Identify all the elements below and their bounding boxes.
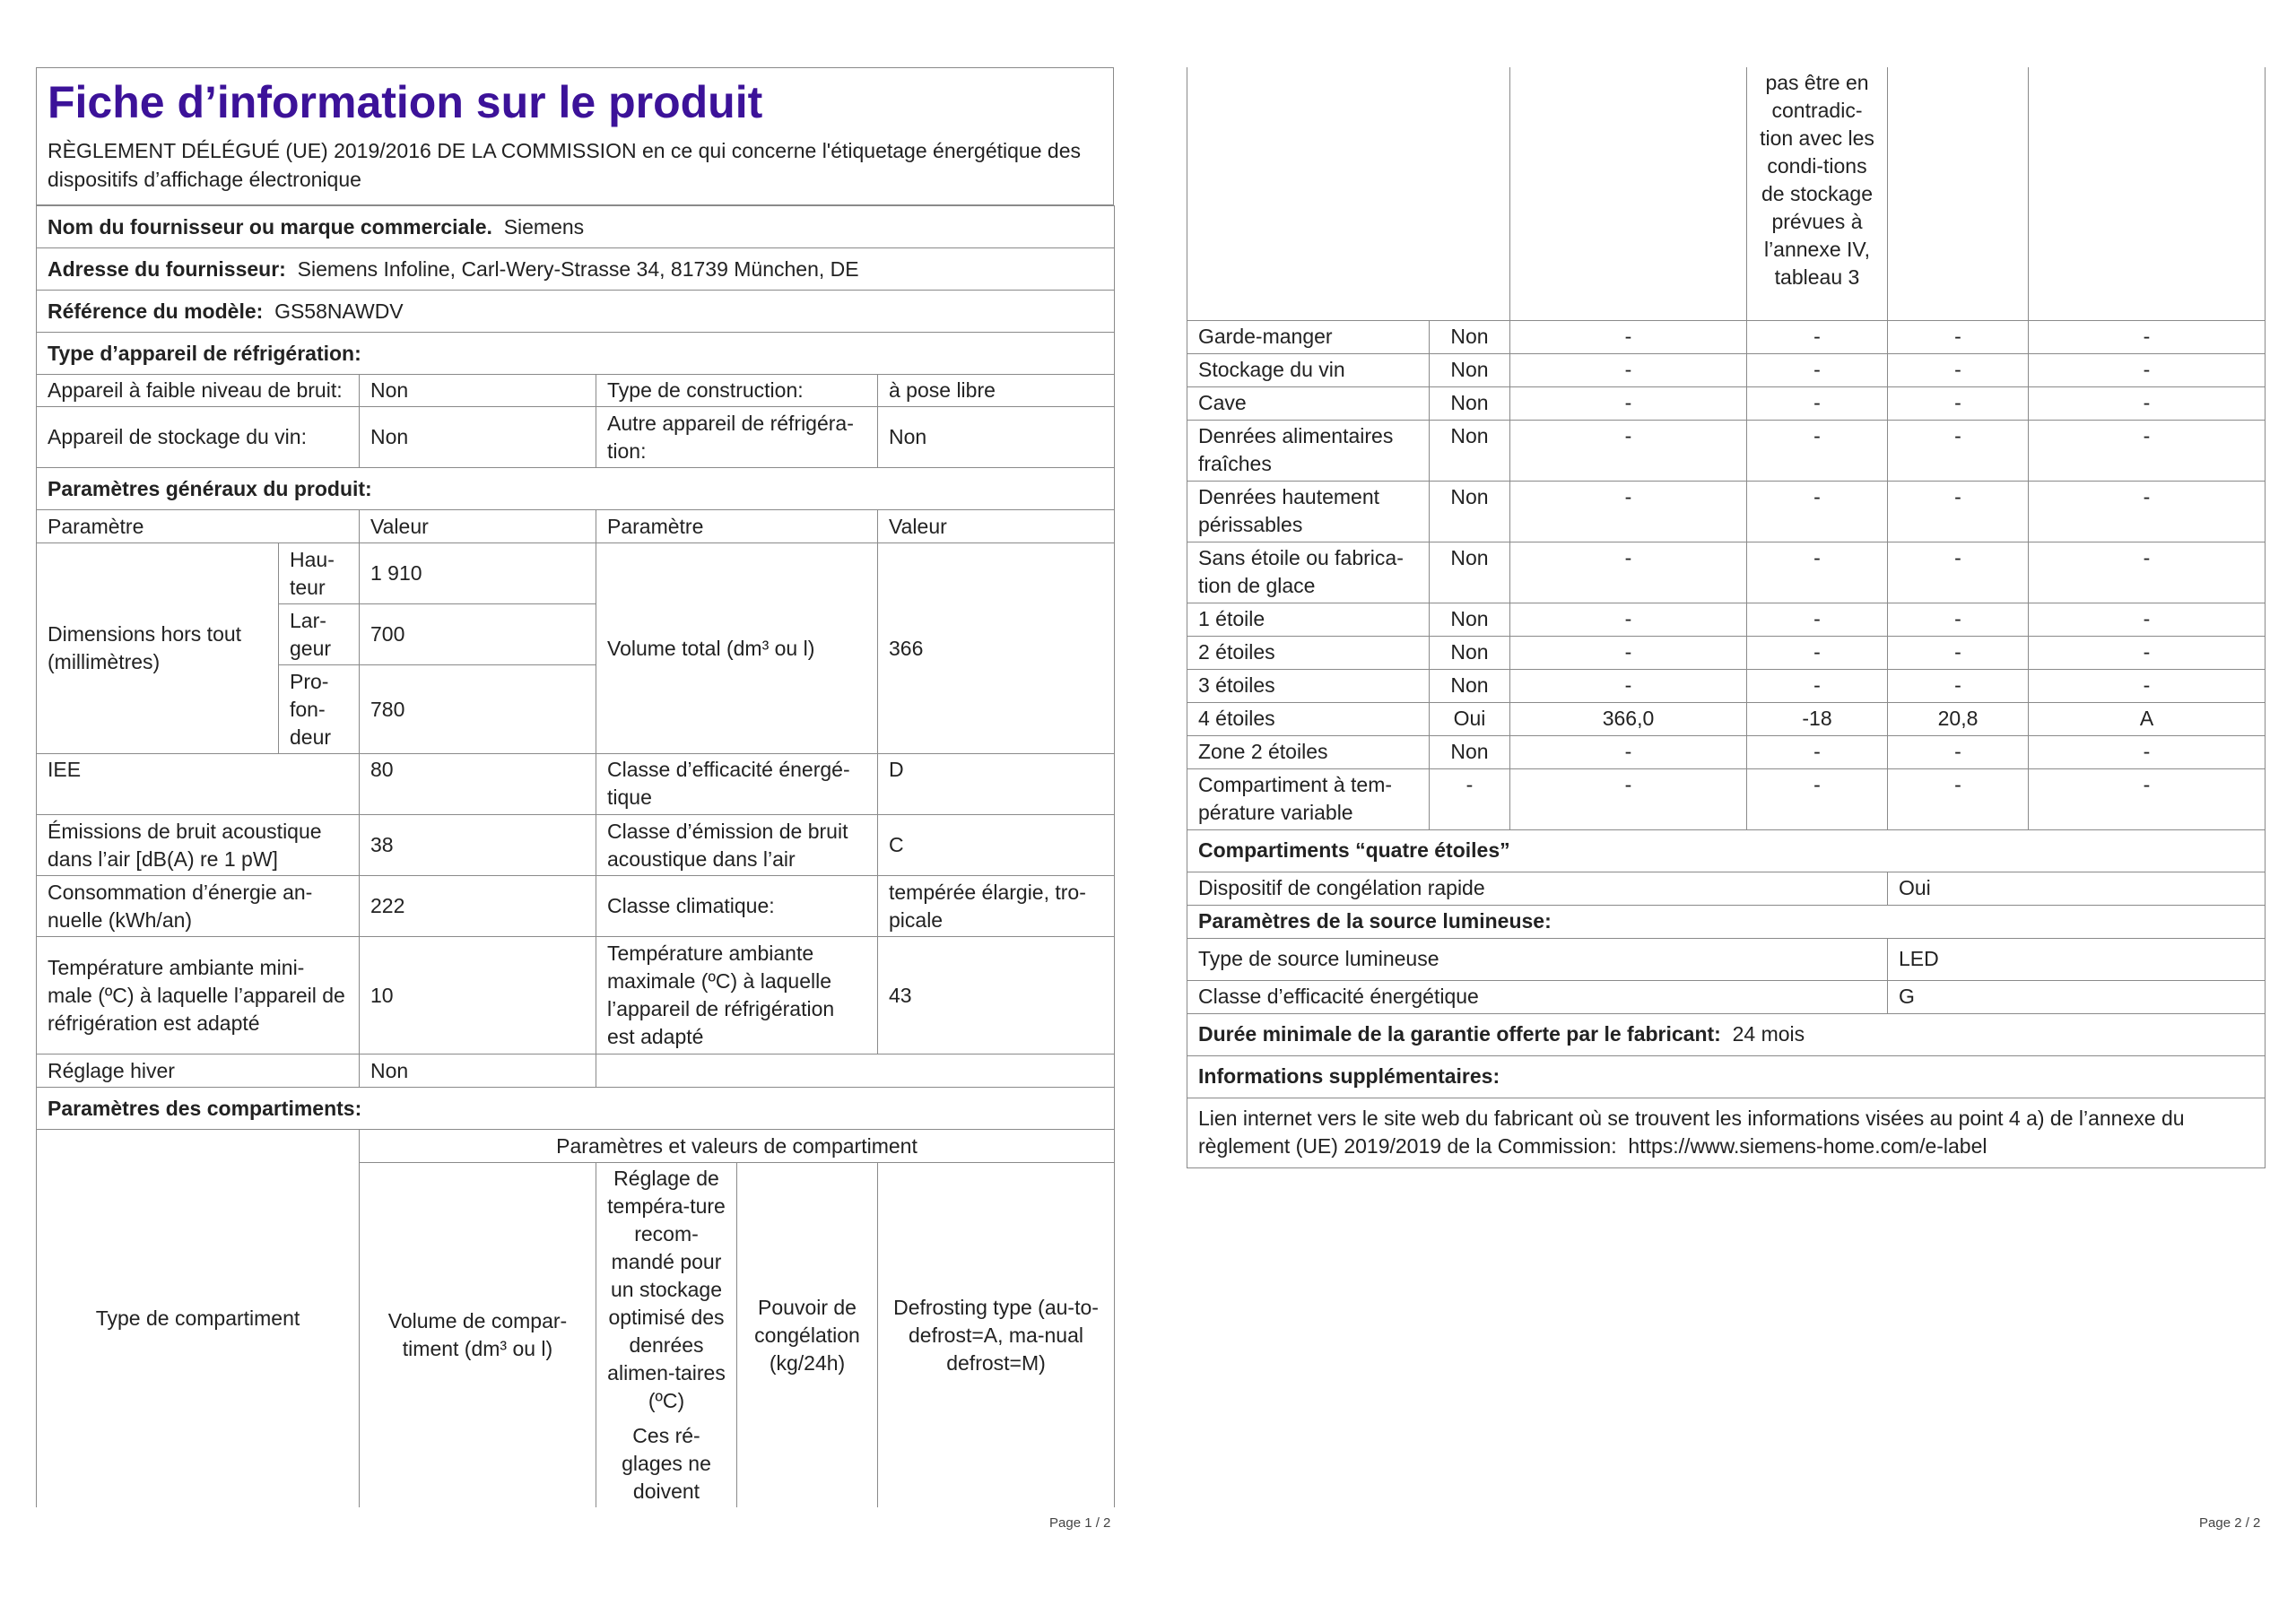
total-volume-label: Volume total (dm³ ou l) <box>596 543 878 754</box>
compartment-name: 4 étoiles <box>1187 702 1430 735</box>
model-reference-row <box>37 291 1115 333</box>
manufacturer-link[interactable]: https://www.siemens-home.com/e-label <box>1628 1134 1987 1158</box>
compartment-row <box>1187 420 2266 481</box>
supplier-name-value: Siemens <box>503 214 585 239</box>
light-class-value: G <box>1888 980 2266 1013</box>
min-ambient-temp-label: Température ambiante mini-male (ºC) à laquelle l’appareil de réfrigération est adapté <box>37 937 360 1055</box>
noise-emission-label: Émissions de bruit acoustique dans l’air [dB(A) re 1 pW] <box>37 815 360 876</box>
compartment-type-header: Type de compartiment <box>37 1130 360 1508</box>
efficiency-class-value: D <box>878 754 1115 815</box>
compartment-name: Denrées hautement périssables <box>1187 481 1430 542</box>
fast-freeze-value: Oui <box>1888 872 2266 905</box>
appliance-type-heading: Type d’appareil de réfrigération: <box>37 333 1115 375</box>
warranty-label: Durée minimale de la garantie offerte par le fabricant: <box>1198 1022 1721 1046</box>
light-class-label: Classe d’efficacité énergétique <box>1187 980 1888 1013</box>
compartment-present: Non <box>1430 603 1510 636</box>
compartment-defrost: - <box>2029 542 2266 603</box>
low-noise-label: Appareil à faible niveau de bruit: <box>37 375 360 407</box>
iee-label: IEE <box>37 754 360 815</box>
noise-class-value: C <box>878 815 1115 876</box>
compartment-freeze: - <box>1888 768 2029 829</box>
compartment-temp: - <box>1747 420 1888 481</box>
construction-label: Type de construction: <box>596 375 878 407</box>
compartment-defrost: - <box>2029 669 2266 702</box>
compartment-defrost: A <box>2029 702 2266 735</box>
wine-storage-value: Non <box>360 407 596 468</box>
page-title: Fiche d’information sur le produit <box>48 77 763 127</box>
compartment-present: Non <box>1430 636 1510 669</box>
additional-info-row <box>1187 1098 2266 1167</box>
compartment-volume: - <box>1510 636 1747 669</box>
col-value-header: Valeur <box>360 510 596 543</box>
max-ambient-temp-value: 43 <box>878 937 1115 1055</box>
compartment-defrost: - <box>2029 353 2266 386</box>
page-number-1: Page 1 / 2 <box>1049 1515 1111 1531</box>
total-volume-value: 366 <box>878 543 1115 754</box>
compartment-row <box>1187 768 2266 829</box>
compartment-temp: - <box>1747 603 1888 636</box>
iee-value: 80 <box>360 754 596 815</box>
compartment-name: 1 étoile <box>1187 603 1430 636</box>
compartment-volume: - <box>1510 481 1747 542</box>
compartment-volume: - <box>1510 353 1747 386</box>
compartment-freeze: - <box>1888 481 2029 542</box>
compartment-present: Oui <box>1430 702 1510 735</box>
compartment-freeze: - <box>1888 669 2029 702</box>
compartment-row <box>1187 669 2266 702</box>
max-ambient-temp-label: Température ambiante maximale (ºC) à laquelle l’appareil de réfrigération est adapté <box>596 937 878 1055</box>
continued-defrost-cell <box>2029 67 2266 320</box>
compartment-row <box>1187 702 2266 735</box>
compartment-freeze: - <box>1888 636 2029 669</box>
page-2 <box>1187 67 2265 1168</box>
compartment-freeze: - <box>1888 320 2029 353</box>
compartment-rows <box>1187 320 2266 829</box>
model-reference-value: GS58NAWDV <box>274 299 404 323</box>
compartment-temp: - <box>1747 481 1888 542</box>
compartment-freeze: - <box>1888 353 2029 386</box>
compartment-present: Non <box>1430 386 1510 420</box>
continued-volume-cell <box>1510 67 1747 320</box>
compartment-defrost: - <box>2029 420 2266 481</box>
compartment-name: Denrées alimentaires fraîches <box>1187 420 1430 481</box>
additional-info-heading: Informations supplémentaires: <box>1187 1055 2266 1098</box>
width-value: 700 <box>360 604 596 665</box>
product-info-table <box>36 205 1115 1507</box>
other-appliance-label: Autre appareil de réfrigéra-tion: <box>596 407 878 468</box>
col-value-header-2: Valeur <box>878 510 1115 543</box>
compartment-freeze: - <box>1888 386 2029 420</box>
compartment-volume: - <box>1510 669 1747 702</box>
light-source-heading: Paramètres de la source lumineuse: <box>1187 905 2266 938</box>
compartment-freeze: - <box>1888 735 2029 768</box>
compartment-volume-header: Volume de compar-timent (dm³ ou l) <box>360 1163 596 1508</box>
compartment-defrost: - <box>2029 481 2266 542</box>
page-number-2: Page 2 / 2 <box>2199 1515 2261 1531</box>
wine-storage-label: Appareil de stockage du vin: <box>37 407 360 468</box>
recommended-temp-header-continued: pas être en contradic-tion avec les condi-tions de stockage prévues à l’annexe IV, tableau 3 <box>1747 67 1888 320</box>
compartment-freeze: 20,8 <box>1888 702 2029 735</box>
compartment-volume: - <box>1510 320 1747 353</box>
compartment-temp: - <box>1747 768 1888 829</box>
col-param-header: Paramètre <box>37 510 360 543</box>
supplier-address-row <box>37 248 1115 291</box>
compartment-name: 3 étoiles <box>1187 669 1430 702</box>
climate-class-value: tempérée élargie, tro-picale <box>878 876 1115 937</box>
noise-emission-value: 38 <box>360 815 596 876</box>
compartment-row <box>1187 386 2266 420</box>
supplier-address-label: Adresse du fournisseur: <box>48 256 286 281</box>
warranty-row <box>1187 1013 2266 1055</box>
supplier-address-value: Siemens Infoline, Carl-Wery-Strasse 34, 81739 München, DE <box>297 256 859 281</box>
compartment-name: Zone 2 étoiles <box>1187 735 1430 768</box>
compartment-row <box>1187 542 2266 603</box>
col-param-header-2: Paramètre <box>596 510 878 543</box>
compartment-row <box>1187 320 2266 353</box>
compartment-volume: - <box>1510 542 1747 603</box>
compartment-row <box>1187 636 2266 669</box>
compartment-values-table <box>1187 67 2266 1168</box>
defrosting-type-header: Defrosting type (au-to-defrost=A, ma-nual defrost=M) <box>878 1163 1115 1508</box>
energy-consumption-label: Consommation d’énergie an-nuelle (kWh/an) <box>37 876 360 937</box>
document-header <box>36 67 1114 205</box>
compartment-defrost: - <box>2029 320 2266 353</box>
compartment-name: Sans étoile ou fabrica-tion de glace <box>1187 542 1430 603</box>
compartment-temp: -18 <box>1747 702 1888 735</box>
compartment-volume: 366,0 <box>1510 702 1747 735</box>
compartment-present: Non <box>1430 481 1510 542</box>
compartment-row <box>1187 735 2266 768</box>
compartment-present: Non <box>1430 320 1510 353</box>
continued-type-cell <box>1187 67 1510 320</box>
compartment-present: Non <box>1430 353 1510 386</box>
page-1 <box>36 67 1114 1507</box>
compartment-defrost: - <box>2029 768 2266 829</box>
compartment-defrost: - <box>2029 636 2266 669</box>
climate-class-label: Classe climatique: <box>596 876 878 937</box>
compartment-defrost: - <box>2029 603 2266 636</box>
compartment-temp: - <box>1747 735 1888 768</box>
min-ambient-temp-value: 10 <box>360 937 596 1055</box>
compartment-temp: - <box>1747 320 1888 353</box>
efficiency-class-label: Classe d’efficacité énergé-tique <box>596 754 878 815</box>
depth-label: Pro-fon-deur <box>279 665 360 754</box>
compartment-temp: - <box>1747 636 1888 669</box>
four-star-heading: Compartiments “quatre étoiles” <box>1187 829 2266 872</box>
compartment-present: Non <box>1430 420 1510 481</box>
low-noise-value: Non <box>360 375 596 407</box>
compartment-temp: - <box>1747 542 1888 603</box>
compartment-name: Garde-manger <box>1187 320 1430 353</box>
winter-setting-value: Non <box>360 1055 596 1088</box>
general-params-heading: Paramètres généraux du produit: <box>37 468 1115 510</box>
additional-info-text: Lien internet vers le site web du fabricant où se trouvent les informations visées au point 4 a) de l’annexe du règlement (UE) 2019/2019 de la Commission: <box>1198 1107 2185 1158</box>
compartment-temp: - <box>1747 386 1888 420</box>
compartment-row <box>1187 481 2266 542</box>
model-reference-label: Référence du modèle: <box>48 299 264 323</box>
compartment-temp: - <box>1747 669 1888 702</box>
warranty-value: 24 mois <box>1732 1022 1805 1046</box>
width-label: Lar-geur <box>279 604 360 665</box>
depth-value: 780 <box>360 665 596 754</box>
freezing-capacity-header: Pouvoir de congélation (kg/24h) <box>737 1163 878 1508</box>
compartment-present: Non <box>1430 542 1510 603</box>
regulation-subtitle: RÈGLEMENT DÉLÉGUÉ (UE) 2019/2016 DE LA COMMISSION en ce qui concerne l'étiquetage énergétique des dispositifs d’affichage électronique <box>48 139 1081 191</box>
compartment-volume: - <box>1510 768 1747 829</box>
compartment-freeze: - <box>1888 420 2029 481</box>
winter-setting-label: Réglage hiver <box>37 1055 360 1088</box>
compartment-volume: - <box>1510 735 1747 768</box>
recommended-temp-header <box>596 1163 737 1508</box>
compartment-freeze: - <box>1888 603 2029 636</box>
fast-freeze-label: Dispositif de congélation rapide <box>1187 872 1888 905</box>
compartment-volume: - <box>1510 603 1747 636</box>
compartment-volume: - <box>1510 420 1747 481</box>
empty-cell <box>596 1055 1115 1088</box>
height-value: 1 910 <box>360 543 596 604</box>
compartment-name: Compartiment à tem-pérature variable <box>1187 768 1430 829</box>
other-appliance-value: Non <box>878 407 1115 468</box>
height-label: Hau-teur <box>279 543 360 604</box>
compartment-name: 2 étoiles <box>1187 636 1430 669</box>
compartment-defrost: - <box>2029 386 2266 420</box>
compartment-name: Stockage du vin <box>1187 353 1430 386</box>
compartment-present: - <box>1430 768 1510 829</box>
compartment-temp: - <box>1747 353 1888 386</box>
recommended-temp-note: Ces ré-glages ne doivent <box>622 1424 711 1503</box>
compartment-params-heading: Paramètres des compartiments: <box>37 1088 1115 1130</box>
compartment-group-header: Paramètres et valeurs de compartiment <box>360 1130 1115 1163</box>
compartment-defrost: - <box>2029 735 2266 768</box>
compartment-row <box>1187 353 2266 386</box>
construction-value: à pose libre <box>878 375 1115 407</box>
light-type-value: LED <box>1888 938 2266 980</box>
compartment-freeze: - <box>1888 542 2029 603</box>
light-type-label: Type de source lumineuse <box>1187 938 1888 980</box>
supplier-name-label: Nom du fournisseur ou marque commerciale. <box>48 214 492 239</box>
supplier-name-row <box>37 206 1115 248</box>
recommended-temp-text: Réglage de tempéra-ture recom-mandé pour un stockage optimisé des denrées alimen-taires (ºC) <box>607 1167 726 1412</box>
compartment-name: Cave <box>1187 386 1430 420</box>
compartment-present: Non <box>1430 735 1510 768</box>
dimensions-label: Dimensions hors tout (millimètres) <box>37 543 279 754</box>
noise-class-label: Classe d’émission de bruit acoustique dans l’air <box>596 815 878 876</box>
compartment-present: Non <box>1430 669 1510 702</box>
compartment-row <box>1187 603 2266 636</box>
continued-freeze-cell <box>1888 67 2029 320</box>
compartment-volume: - <box>1510 386 1747 420</box>
energy-consumption-value: 222 <box>360 876 596 937</box>
